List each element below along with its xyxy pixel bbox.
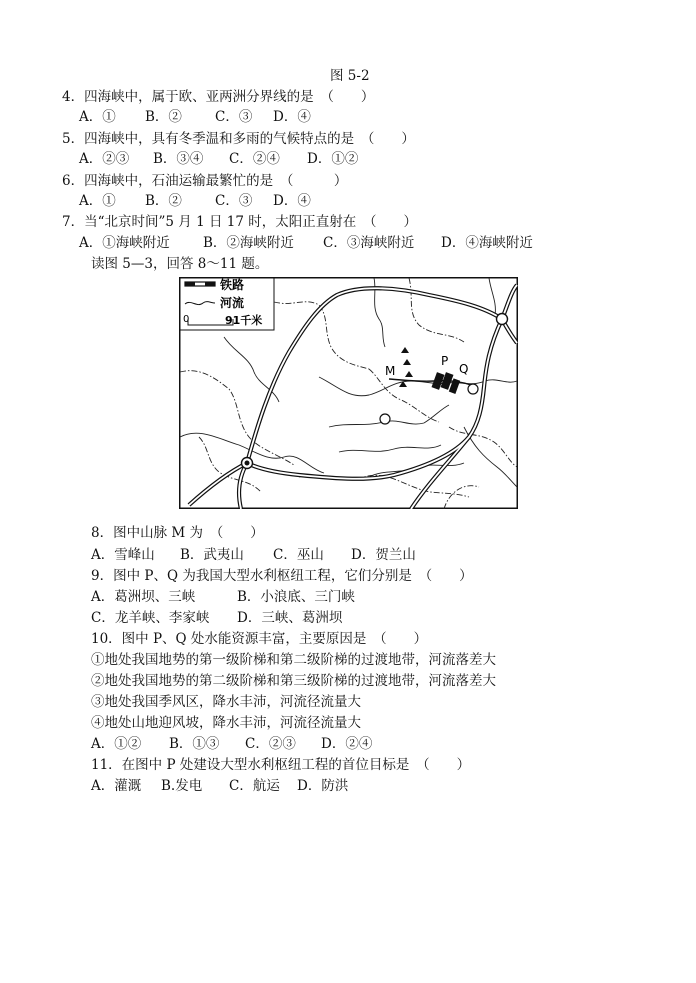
map-figure <box>179 277 518 509</box>
question-11-options <box>91 777 348 795</box>
q6-option-b: B．② <box>145 193 182 209</box>
q4-option-a: A．① <box>79 109 116 125</box>
q7-option-c: C．③海峡附近 <box>323 235 415 251</box>
q10-option-d: D．②④ <box>321 736 373 752</box>
q11-option-b: B.发电 <box>161 778 203 794</box>
question-6-options <box>79 192 311 210</box>
q10-statement-2: ②地处我国地势的第二级阶梯和第三级阶梯的过渡地带，河流落差大 <box>91 673 496 689</box>
q10-statement-4: ④地处山地迎风坡，降水丰沛，河流径流量大 <box>91 715 361 731</box>
q8-option-b: B．武夷山 <box>180 547 244 563</box>
q6-option-c: C．③ <box>215 193 253 209</box>
q10-statement-1: ①地处我国地势的第一级阶梯和第二级阶梯的过渡地带，河流落差大 <box>91 652 496 668</box>
question-9-options-row1 <box>91 588 355 606</box>
q5-option-c: C．②④ <box>229 151 280 167</box>
q4-option-d: D．④ <box>273 109 311 125</box>
legend-scale-distance: 91千米 <box>225 314 263 327</box>
legend-river-label: 河流 <box>220 296 245 310</box>
q11-option-a: A．灌溉 <box>91 778 142 794</box>
city-circle-near-q <box>468 384 478 394</box>
q4-option-c: C．③ <box>215 109 253 125</box>
q8-option-a: A．雪峰山 <box>91 547 155 563</box>
question-5-options <box>79 150 358 168</box>
legend-railway-label: 铁路 <box>220 278 245 292</box>
question-4-stem: 4．四海峡中，属于欧、亚两洲分界线的是 （ ） <box>62 89 375 105</box>
question-4-options <box>79 108 311 126</box>
question-9-options-row2 <box>91 609 342 627</box>
question-8-options <box>91 546 416 564</box>
q7-option-b: B．②海峡附近 <box>203 235 294 251</box>
legend-scale-zero: 0 <box>183 314 190 325</box>
q5-option-a: A．②③ <box>79 151 130 167</box>
q4-option-b: B．② <box>145 109 182 125</box>
q8-option-c: C．巫山 <box>273 547 324 563</box>
q7-option-a: A．①海峡附近 <box>79 235 170 251</box>
q5-option-b: B．③④ <box>153 151 204 167</box>
question-7-options <box>79 234 533 252</box>
label-m: M <box>385 364 396 378</box>
figure-caption: 图 5-2 <box>330 68 370 84</box>
q10-option-a: A．①② <box>91 736 142 752</box>
question-10-stem: 10．图中 P、Q 处水能资源丰富，主要原因是 （ ） <box>91 631 428 647</box>
question-9-stem: 9．图中 P、Q 为我国大型水利枢纽工程，它们分别是 （ ） <box>91 568 473 584</box>
label-p: P <box>441 354 449 368</box>
q5-option-d: D．①② <box>307 151 359 167</box>
q11-option-d: D．防洪 <box>297 778 349 794</box>
section-intro: 读图 5—3，回答 8～11 题。 <box>91 256 269 272</box>
q10-statement-3: ③地处我国季风区，降水丰沛，河流径流量大 <box>91 694 361 710</box>
city-circle-south <box>380 414 390 424</box>
q10-option-b: B．①③ <box>169 736 220 752</box>
q9-option-c: C．龙羊峡、李家峡 <box>91 610 210 626</box>
q6-option-a: A．① <box>79 193 116 209</box>
q10-option-c: C．②③ <box>245 736 296 752</box>
question-7-stem: 7．当“北京时间”5 月 1 日 17 时，太阳正直射在 （ ） <box>62 214 417 230</box>
city-junction-dot <box>245 461 250 466</box>
q7-option-d: D．④海峡附近 <box>441 235 533 251</box>
q9-option-d: D．三峡、葛洲坝 <box>237 610 343 626</box>
q9-option-a: A．葛洲坝、三峡 <box>91 589 196 605</box>
question-6-stem: 6．四海峡中，石油运输最繁忙的是 （ ） <box>62 173 348 189</box>
question-10-options <box>91 735 372 753</box>
question-5-stem: 5．四海峡中，具有冬季温和多雨的气候特点的是 （ ） <box>62 131 415 147</box>
q6-option-d: D．④ <box>273 193 311 209</box>
question-11-stem: 11．在图中 P 处建设大型水利枢纽工程的首位目标是 （ ） <box>91 757 471 773</box>
label-q: Q <box>459 362 469 376</box>
q9-option-b: B．小浪底、三门峡 <box>237 589 355 605</box>
question-8-stem: 8．图中山脉 M 为 （ ） <box>91 525 264 541</box>
q11-option-c: C．航运 <box>229 778 280 794</box>
city-circle-east <box>497 314 508 325</box>
q8-option-d: D．贺兰山 <box>351 547 416 563</box>
